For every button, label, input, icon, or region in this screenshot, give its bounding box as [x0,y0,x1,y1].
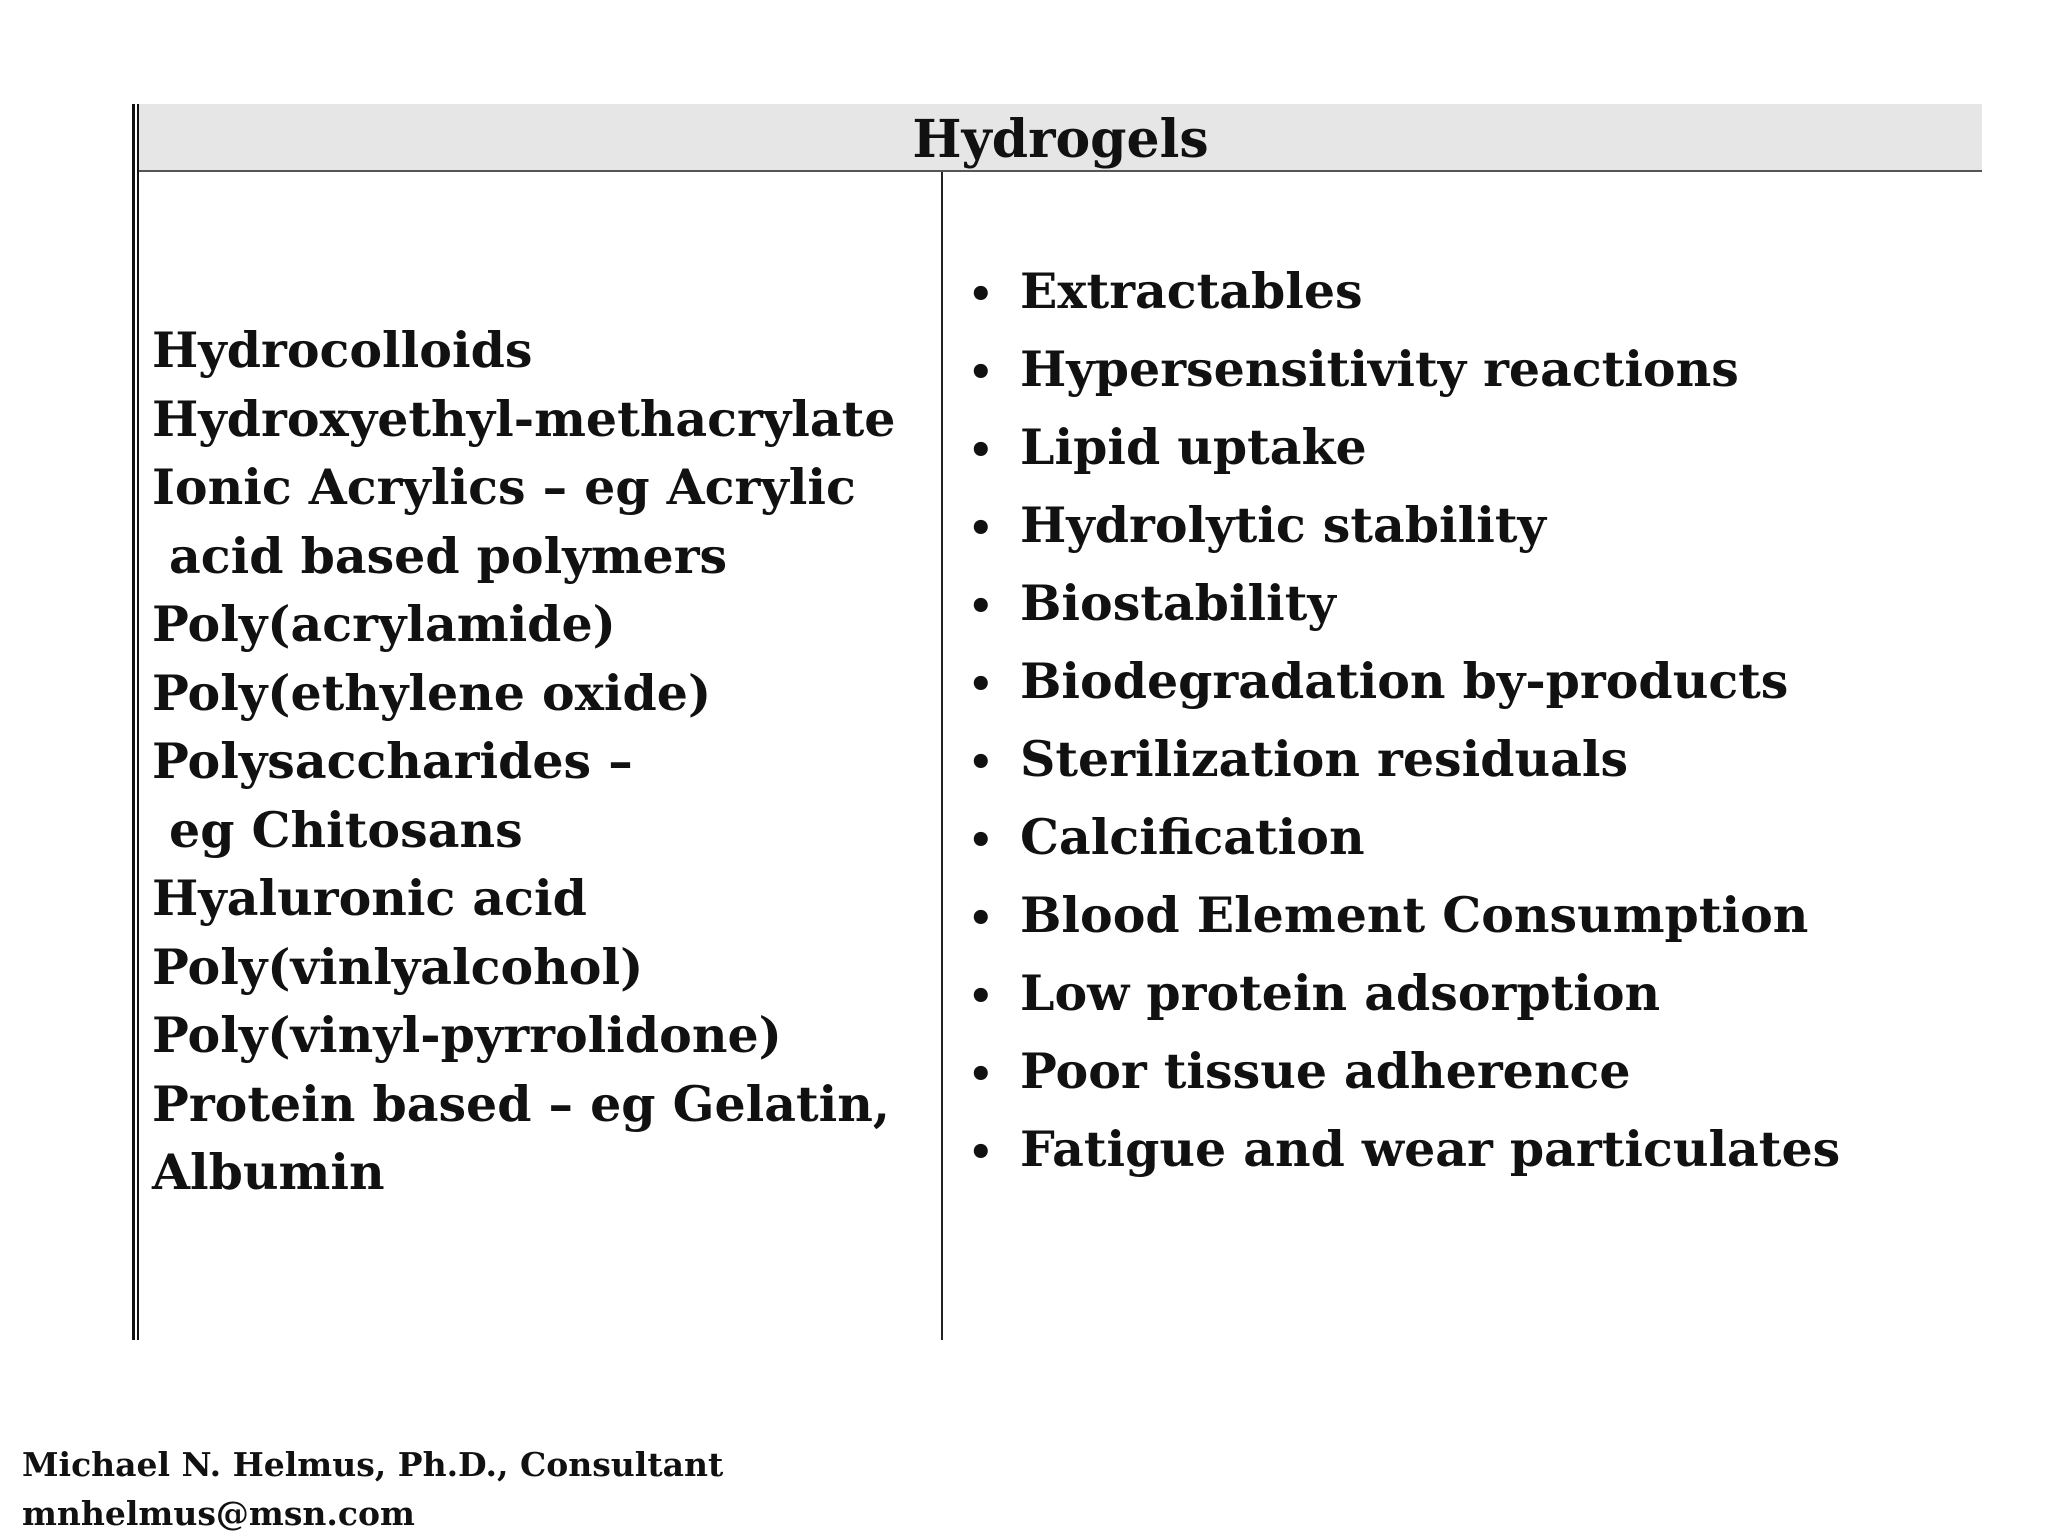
concern-label: Biodegradation by-products [1020,652,1789,710]
concern-label: Lipid uptake [1020,418,1367,476]
material-line: Poly(vinyl-pyrrolidone) [152,1006,782,1064]
concern-label: Sterilization residuals [1020,730,1629,788]
bullet-icon: • [968,505,994,552]
bullet-icon: • [968,661,994,708]
material-line: acid based polymers [152,526,728,585]
hydrogels-table [132,104,1982,1340]
bullet-icon: • [968,271,994,318]
bullet-icon: • [968,349,994,396]
concern-item [964,644,1964,722]
material-line: eg Chitosans [152,800,523,859]
material-line: Poly(acrylamide) [152,595,616,653]
concern-label: Extractables [1020,262,1363,320]
concern-label: Hydrolytic stability [1020,496,1546,554]
bullet-icon: • [968,1129,994,1176]
bullet-icon: • [968,817,994,864]
bullet-icon: • [968,583,994,630]
concern-item [964,800,1964,878]
bullet-icon: • [968,1051,994,1098]
materials-list [152,316,932,1207]
concern-item [964,878,1964,956]
concern-label: Biostability [1020,574,1336,632]
concern-item [964,956,1964,1034]
bullet-icon: • [968,739,994,786]
bullet-icon: • [968,973,994,1020]
table-title: Hydrogels [912,109,1209,170]
concern-label: Low protein adsorption [1020,964,1661,1022]
concerns-list [964,254,1964,1190]
concern-label: Hypersensitivity reactions [1020,340,1739,398]
bullet-icon: • [968,427,994,474]
material-line: Albumin [152,1143,385,1201]
column-divider [941,172,943,1340]
footer-credit [22,1440,723,1538]
author-email: mnhelmus@msn.com [22,1494,415,1533]
concern-label: Blood Element Consumption [1020,886,1809,944]
material-line: Ionic Acrylics – eg Acrylic [152,458,856,516]
concern-label: Poor tissue adherence [1020,1042,1631,1100]
concern-item [964,1034,1964,1112]
material-line: Poly(vinlyalcohol) [152,937,644,996]
material-line: Hydroxyethyl-methacrylate [152,389,896,448]
material-line: Poly(ethylene oxide) [152,663,712,722]
table-left-double-rule [132,104,139,1340]
material-line: Polysaccharides – [152,732,633,790]
concern-item [964,566,1964,644]
concern-item [964,722,1964,800]
material-line: Hydrocolloids [152,321,533,379]
concern-item [964,1112,1964,1190]
concern-item [964,410,1964,488]
concern-label: Fatigue and wear particulates [1020,1120,1841,1178]
bullet-icon: • [968,895,994,942]
material-line: Hyaluronic acid [152,869,587,927]
table-header [139,104,1982,172]
concern-item [964,488,1964,566]
concern-item [964,254,1964,332]
material-line: Protein based – eg Gelatin, [152,1074,890,1133]
concern-label: Calcification [1020,808,1365,866]
author-name: Michael N. Helmus, Ph.D., Consultant [22,1445,724,1484]
concern-item [964,332,1964,410]
